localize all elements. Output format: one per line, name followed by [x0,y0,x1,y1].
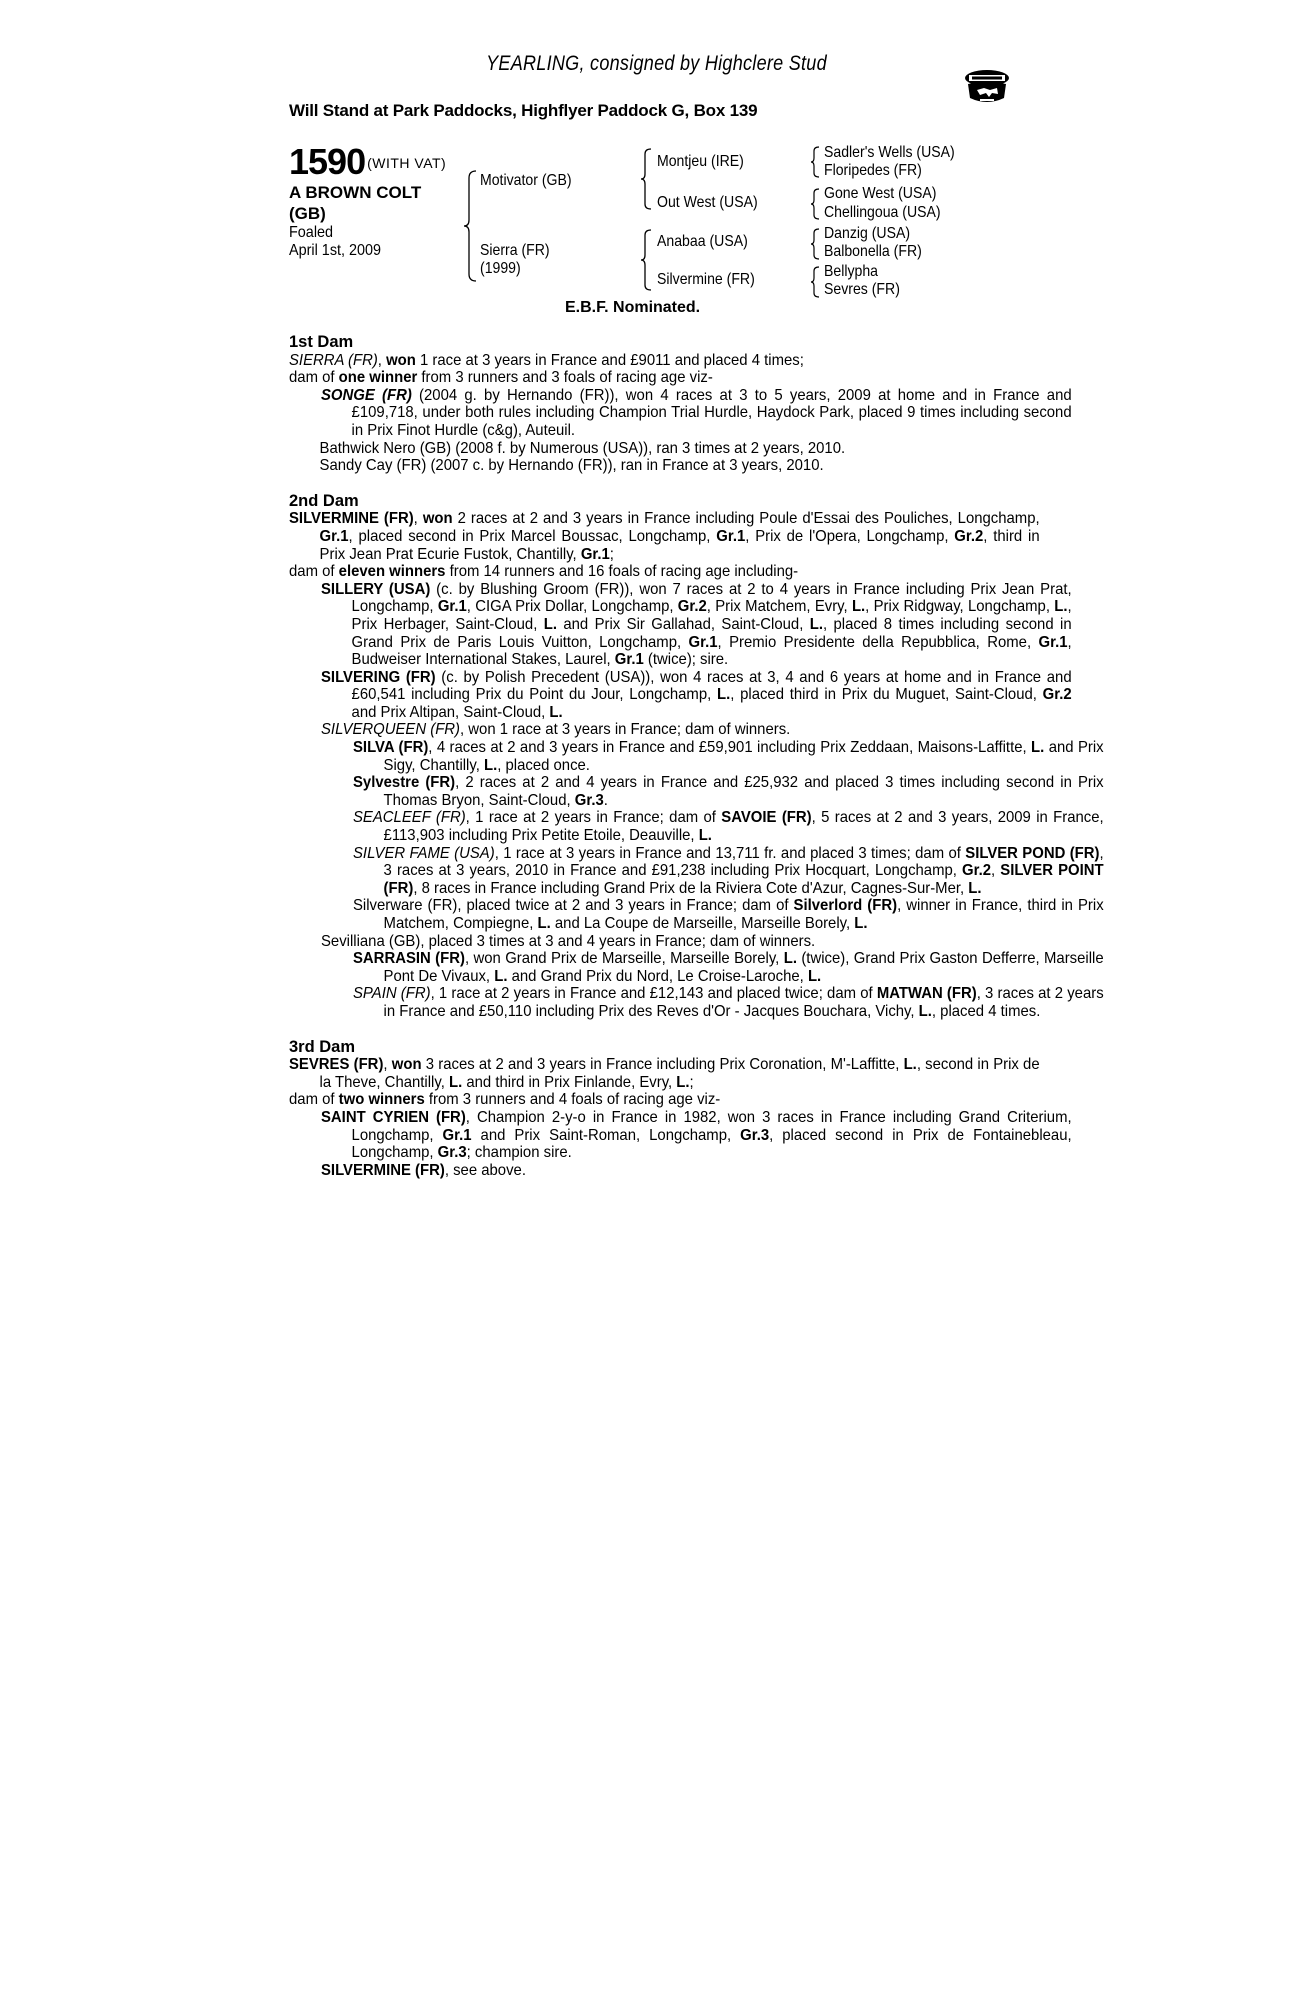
pedigree-notes [289,333,1104,1179]
second-dam-dam-of: dam of eleven winners from 14 runners and 16 foals of racing age including- [289,563,799,581]
pedigree-g3-2: Floripedes (FR) [824,162,922,179]
pedigree-dam-dam: Silvermine (FR) [657,271,755,288]
pedigree-dam-year: (1999) [480,260,521,277]
second-dam-heading: 2nd Dam [289,491,359,510]
pedigree-brace-g4 [810,266,820,298]
pedigree-dam: Sierra (FR) [480,242,550,259]
pedigree-g3-4: Chellingoua (USA) [824,204,941,221]
progeny-sillery: SILLERY (USA) (c. by Blushing Groom (FR)), won 7 races at 2 to 4 years in France including Prix Jean Prat, Longchamp, Gr.1, CIGA Prix Dollar, Longchamp, Gr.2, Prix Matchem, Evry, L., Prix Ridgway, Longchamp, L., Prix Herbager, Saint-Cloud, L. and Prix Sir Gallahad, Saint-Cloud, L., placed 8 times including second in Grand Prix de Paris Louis Vuitton, Longchamp, Gr.1, Premio Presidente della Repubblica, Rome, Gr.1, Budweiser International Stakes, Laurel, Gr.1 (twice); sire. [321,580,1072,669]
pedigree-brace-dam [640,229,652,291]
progeny-silvering: SILVERING (FR) (c. by Polish Precedent (USA)), won 4 races at 3, 4 and 6 years at home and in France and £60,541 including Prix du Point du Jour, Longchamp, L., placed third in Prix du Muguet, Saint-Cloud, Gr.2 and Prix Altipan, Saint-Cloud, L. [321,668,1072,721]
third-dam-dam-of: dam of two winners from 3 runners and 4 foals of racing age viz- [289,1091,721,1109]
pedigree-brace-g2 [810,188,820,220]
progeny-silva: SILVA (FR), 4 races at 2 and 3 years in France and £59,901 including Prix Zeddaan, Maisons-Laffitte, L. and Prix Sigy, Chantilly, L., placed once. [353,739,1104,774]
third-dam-intro: SEVRES (FR), won 3 races at 2 and 3 years in France including Prix Coronation, M'-Laffitte, L., second in Prix de la Theve, Chantilly, L. and third in Prix Finlande, Evry, L.; [289,1056,1040,1091]
lot-number: 1590 [289,141,366,182]
pedigree-sire-sire: Montjeu (IRE) [657,153,744,170]
progeny-sylvestre: Sylvestre (FR), 2 races at 2 and 4 years in France and £25,932 and placed 3 times including second in Prix Thomas Bryon, Saint-Cloud, Gr.3. [353,774,1104,809]
pedigree-g3-3: Gone West (USA) [824,185,937,202]
progeny-silverqueen: SILVERQUEEN (FR), won 1 race at 3 years in France; dam of winners. [321,721,791,739]
progeny-silverware: Silverware (FR), placed twice at 2 and 3 years in France; dam of Silverlord (FR), winner in France, third in Prix Matchem, Compiegne, L. and La Coupe de Marseille, Marseille Borely, L. [353,897,1104,932]
pedigree-sire: Motivator (GB) [480,172,572,189]
foaled-date: April 1st, 2009 [289,242,382,259]
progeny-bathwick-nero: Bathwick Nero (GB) (2008 f. by Numerous (USA)), ran 3 times at 2 years, 2010. [319,439,846,457]
stand-location: Will Stand at Park Paddocks, Highflyer Paddock G, Box 139 [289,101,758,120]
pedigree-dam-sire: Anabaa (USA) [657,233,748,250]
pedigree-g3-6: Balbonella (FR) [824,243,922,260]
progeny-sevilliana: Sevilliana (GB), placed 3 times at 3 and 4 years in France; dam of winners. [321,932,816,950]
ebf-nominated: E.B.F. Nominated. [565,299,701,316]
progeny-silver-fame: SILVER FAME (USA), 1 race at 3 years in France and 13,711 fr. and placed 3 times; dam of SILVER POND (FR), 3 races at 3 years, 2010 in France and £91,238 including Prix Hocquart, Longchamp, Gr.2, SILVER POINT (FR), 8 races in France including Grand Prix de la Riviera Cote d'Azur, Cagnes-Sur-Mer, L. [353,844,1104,897]
progeny-songe: SONGE (FR) (2004 g. by Hernando (FR)), won 4 races at 3 to 5 years, 2009 at home and in France and £109,718, under both rules including Champion Trial Hurdle, Haydock Park, placed 9 times including second in Prix Finot Hurdle (c&g), Auteuil. [321,386,1072,439]
pedigree-g3-7: Bellypha [824,263,879,280]
consignor-logo-icon [962,66,1012,108]
third-dam-heading: 3rd Dam [289,1037,356,1056]
progeny-sandy-cay: Sandy Cay (FR) (2007 c. by Hernando (FR)), ran in France at 3 years, 2010. [319,457,824,475]
second-dam-intro: SILVERMINE (FR), won 2 races at 2 and 3 years in France including Poule d'Essai des Pouliches, Longchamp, Gr.1, placed second in Prix Marcel Boussac, Longchamp, Gr.1, Prix de l'Opera, Longchamp, Gr.2, third in Prix Jean Prat Ecurie Fustok, Chantilly, Gr.1; [289,510,1040,563]
pedigree-brace-main [463,170,477,282]
progeny-silvermine-ref: SILVERMINE (FR), see above. [321,1161,526,1179]
pedigree-g3-1: Sadler's Wells (USA) [824,144,955,161]
progeny-sarrasin: SARRASIN (FR), won Grand Prix de Marseille, Marseille Borely, L. (twice), Grand Prix Gaston Defferre, Marseille Pont De Vivaux, L. and Grand Prix du Nord, Le Croise-Laroche, L. [353,950,1104,985]
pedigree-brace-g3 [810,228,820,260]
foaled-label: Foaled [289,224,334,241]
pedigree-brace-g1 [810,146,820,178]
lot-info [289,141,479,260]
page-title: YEARLING, consigned by Highclere Stud [486,52,827,75]
pedigree-brace-sire [640,148,652,210]
first-dam-dam-of: dam of one winner from 3 runners and 3 foals of racing age viz- [289,369,713,387]
first-dam-heading: 1st Dam [289,333,354,351]
progeny-seacleef: SEACLEEF (FR), 1 race at 2 years in France; dam of SAVOIE (FR), 5 races at 2 and 3 years, 2009 in France, £113,903 including Prix Petite Etoile, Deauville, L. [353,809,1104,845]
first-dam-intro: SIERRA (FR), won 1 race at 3 years in France and £9011 and placed 4 times; [289,351,804,369]
pedigree-sire-dam: Out West (USA) [657,194,758,211]
vat-label: (WITH VAT) [367,155,447,171]
progeny-spain: SPAIN (FR), 1 race at 2 years in France and £12,143 and placed twice; dam of MATWAN (FR), 3 races at 2 years in France and £50,110 including Prix des Reves d'Or - Jacques Bouchara, Vichy, L., placed 4 times. [353,985,1104,1020]
pedigree-g3-8: Sevres (FR) [824,281,900,298]
lot-description: A BROWN COLT (GB) [289,183,422,223]
progeny-saint-cyrien: SAINT CYRIEN (FR), Champion 2-y-o in France in 1982, won 3 races in France including Grand Criterium, Longchamp, Gr.1 and Prix Saint-Roman, Longchamp, Gr.3, placed second in Prix de Fontainebleau, Longchamp, Gr.3; champion sire. [321,1108,1072,1162]
pedigree-g3-5: Danzig (USA) [824,225,911,242]
